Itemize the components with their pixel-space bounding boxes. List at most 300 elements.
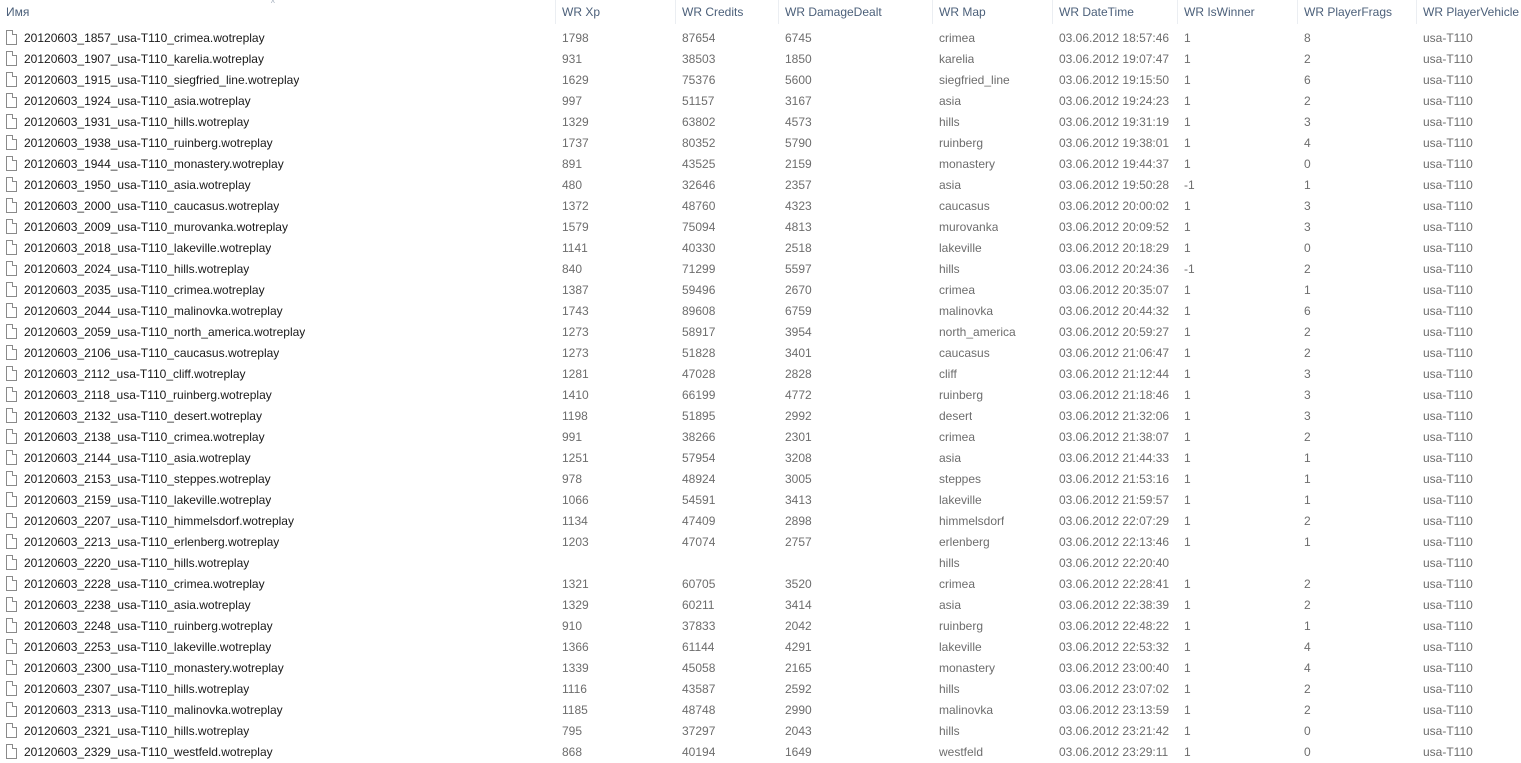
cell-credits: 58917 xyxy=(682,325,716,339)
cell-vehicle: usa-T110 xyxy=(1423,682,1473,696)
column-header-xp-label: WR Xp xyxy=(562,5,601,19)
cell-vehicle: usa-T110 xyxy=(1423,94,1473,108)
cell-name: 20120603_2228_usa-T110_crimea.wotreplay xyxy=(24,577,265,591)
cell-damage: 1850 xyxy=(785,52,812,66)
table-row[interactable] xyxy=(0,301,1521,322)
table-row[interactable] xyxy=(0,658,1521,679)
cell-frags: 1 xyxy=(1304,283,1311,297)
cell-xp: 931 xyxy=(562,52,583,66)
file-icon xyxy=(6,114,17,129)
file-icon xyxy=(6,156,17,171)
file-icon xyxy=(6,177,17,192)
cell-winner: 1 xyxy=(1184,115,1191,129)
cell-name: 20120603_2118_usa-T110_ruinberg.wotreplay xyxy=(24,388,272,402)
cell-frags: 3 xyxy=(1304,220,1311,234)
cell-winner: -1 xyxy=(1184,178,1195,192)
cell-name: 20120603_2307_usa-T110_hills.wotreplay xyxy=(24,682,250,696)
cell-winner: 1 xyxy=(1184,136,1191,150)
cell-winner: 1 xyxy=(1184,94,1191,108)
cell-map: erlenberg xyxy=(939,535,990,549)
table-row[interactable] xyxy=(0,490,1521,511)
cell-damage: 2159 xyxy=(785,157,812,171)
cell-damage: 2042 xyxy=(785,619,812,633)
cell-name: 20120603_1924_usa-T110_asia.wotreplay xyxy=(24,94,251,108)
cell-datetime: 03.06.2012 21:12:44 xyxy=(1059,367,1170,381)
cell-frags: 6 xyxy=(1304,73,1311,87)
cell-datetime: 03.06.2012 22:53:32 xyxy=(1059,640,1170,654)
table-row[interactable] xyxy=(0,322,1521,343)
table-row[interactable] xyxy=(0,28,1521,49)
cell-frags: 8 xyxy=(1304,31,1311,45)
cell-frags: 0 xyxy=(1304,157,1311,171)
cell-vehicle: usa-T110 xyxy=(1423,535,1473,549)
cell-frags: 0 xyxy=(1304,241,1311,255)
file-icon xyxy=(6,492,17,507)
cell-damage: 4573 xyxy=(785,115,812,129)
cell-damage: 3954 xyxy=(785,325,812,339)
table-row[interactable] xyxy=(0,49,1521,70)
cell-name: 20120603_2153_usa-T110_steppes.wotreplay xyxy=(24,472,271,486)
table-row[interactable] xyxy=(0,721,1521,742)
table-row[interactable] xyxy=(0,238,1521,259)
cell-map: himmelsdorf xyxy=(939,514,1005,528)
cell-damage: 3167 xyxy=(785,94,812,108)
column-header-damage-label: WR DamageDealt xyxy=(785,5,882,19)
cell-map: hills xyxy=(939,115,960,129)
cell-vehicle: usa-T110 xyxy=(1423,73,1473,87)
table-row[interactable] xyxy=(0,406,1521,427)
cell-credits: 66199 xyxy=(682,388,716,402)
cell-map: caucasus xyxy=(939,346,990,360)
file-icon xyxy=(6,261,17,276)
cell-credits: 48760 xyxy=(682,199,716,213)
cell-xp: 1743 xyxy=(562,304,589,318)
cell-credits: 71299 xyxy=(682,262,716,276)
cell-datetime: 03.06.2012 22:38:39 xyxy=(1059,598,1170,612)
cell-vehicle: usa-T110 xyxy=(1423,325,1473,339)
cell-xp: 1737 xyxy=(562,136,589,150)
column-header-credits-label: WR Credits xyxy=(682,5,744,19)
column-header-vehicle[interactable] xyxy=(1417,0,1521,24)
cell-winner: 1 xyxy=(1184,472,1191,486)
file-icon xyxy=(6,135,17,150)
cell-datetime: 03.06.2012 19:24:23 xyxy=(1059,94,1170,108)
cell-credits: 40330 xyxy=(682,241,716,255)
file-icon xyxy=(6,534,17,549)
cell-name: 20120603_2132_usa-T110_desert.wotreplay xyxy=(24,409,262,423)
cell-map: steppes xyxy=(939,472,982,486)
cell-damage: 4813 xyxy=(785,220,812,234)
cell-vehicle: usa-T110 xyxy=(1423,577,1473,591)
cell-map: crimea xyxy=(939,283,976,297)
cell-winner: 1 xyxy=(1184,157,1191,171)
cell-xp: 1281 xyxy=(562,367,589,381)
cell-vehicle: usa-T110 xyxy=(1423,451,1473,465)
cell-map: asia xyxy=(939,451,962,465)
table-row[interactable] xyxy=(0,511,1521,532)
cell-xp: 1185 xyxy=(562,703,588,717)
cell-datetime: 03.06.2012 23:00:40 xyxy=(1059,661,1170,675)
cell-vehicle: usa-T110 xyxy=(1423,178,1473,192)
cell-frags: 2 xyxy=(1304,430,1311,444)
cell-xp: 480 xyxy=(562,178,583,192)
file-icon xyxy=(6,555,17,570)
cell-datetime: 03.06.2012 21:32:06 xyxy=(1059,409,1170,423)
cell-xp: 1329 xyxy=(562,598,589,612)
cell-credits: 47028 xyxy=(682,367,716,381)
cell-damage: 3520 xyxy=(785,577,812,591)
cell-name: 20120603_2238_usa-T110_asia.wotreplay xyxy=(24,598,251,612)
cell-map: murovanka xyxy=(939,220,999,234)
cell-name: 20120603_1950_usa-T110_asia.wotreplay xyxy=(24,178,251,192)
cell-frags: 0 xyxy=(1304,724,1311,738)
file-icon xyxy=(6,744,17,759)
cell-winner: 1 xyxy=(1184,514,1191,528)
table-row[interactable] xyxy=(0,469,1521,490)
column-header-damage[interactable] xyxy=(779,0,933,24)
cell-credits: 51828 xyxy=(682,346,716,360)
table-row[interactable] xyxy=(0,427,1521,448)
cell-damage: 2898 xyxy=(785,514,812,528)
cell-winner: 1 xyxy=(1184,304,1191,318)
cell-winner: 1 xyxy=(1184,325,1191,339)
cell-datetime: 03.06.2012 20:24:36 xyxy=(1059,262,1170,276)
cell-credits: 40194 xyxy=(682,745,716,759)
cell-winner: 1 xyxy=(1184,409,1191,423)
cell-vehicle: usa-T110 xyxy=(1423,430,1473,444)
cell-name: 20120603_2329_usa-T110_westfeld.wotreplay xyxy=(24,745,273,759)
table-row[interactable] xyxy=(0,70,1521,91)
cell-frags: 3 xyxy=(1304,115,1311,129)
cell-damage: 3414 xyxy=(785,598,812,612)
cell-credits: 75376 xyxy=(682,73,716,87)
file-icon xyxy=(6,30,17,45)
cell-damage: 2043 xyxy=(785,724,812,738)
cell-damage: 2992 xyxy=(785,409,812,423)
cell-frags: 4 xyxy=(1304,136,1311,150)
cell-map: north_america xyxy=(939,325,1016,339)
table-row[interactable] xyxy=(0,343,1521,364)
column-header-frags[interactable] xyxy=(1298,0,1417,24)
file-icon xyxy=(6,597,17,612)
cell-vehicle: usa-T110 xyxy=(1423,241,1473,255)
table-row[interactable] xyxy=(0,553,1521,574)
cell-datetime: 03.06.2012 19:15:50 xyxy=(1059,73,1170,87)
file-icon xyxy=(6,723,17,738)
column-header-datetime-label: WR DateTime xyxy=(1059,5,1134,19)
table-row[interactable] xyxy=(0,259,1521,280)
cell-datetime: 03.06.2012 20:18:29 xyxy=(1059,241,1170,255)
file-icon xyxy=(6,51,17,66)
cell-damage: 2518 xyxy=(785,241,812,255)
cell-damage: 5600 xyxy=(785,73,812,87)
cell-damage: 4323 xyxy=(785,199,812,213)
cell-damage: 2592 xyxy=(785,682,812,696)
cell-credits: 54591 xyxy=(682,493,716,507)
cell-map: ruinberg xyxy=(939,619,984,633)
cell-vehicle: usa-T110 xyxy=(1423,367,1473,381)
cell-datetime: 03.06.2012 22:20:40 xyxy=(1059,556,1170,570)
cell-name: 20120603_2112_usa-T110_cliff.wotreplay xyxy=(24,367,246,381)
cell-vehicle: usa-T110 xyxy=(1423,346,1473,360)
cell-vehicle: usa-T110 xyxy=(1423,745,1473,759)
table-row[interactable] xyxy=(0,154,1521,175)
cell-winner: 1 xyxy=(1184,661,1191,675)
cell-datetime: 03.06.2012 19:38:01 xyxy=(1059,136,1170,150)
cell-map: karelia xyxy=(939,52,975,66)
cell-xp: 1116 xyxy=(562,682,587,696)
cell-frags: 1 xyxy=(1304,451,1311,465)
cell-name: 20120603_2059_usa-T110_north_america.wotreplay xyxy=(24,325,306,339)
file-icon xyxy=(6,618,17,633)
cell-vehicle: usa-T110 xyxy=(1423,598,1473,612)
cell-damage: 3005 xyxy=(785,472,812,486)
table-row[interactable] xyxy=(0,532,1521,553)
cell-frags: 4 xyxy=(1304,661,1311,675)
cell-map: asia xyxy=(939,598,962,612)
cell-winner: 1 xyxy=(1184,682,1191,696)
cell-xp: 868 xyxy=(562,745,583,759)
cell-winner: 1 xyxy=(1184,199,1191,213)
cell-name: 20120603_1931_usa-T110_hills.wotreplay xyxy=(24,115,250,129)
table-row[interactable] xyxy=(0,385,1521,406)
table-row[interactable] xyxy=(0,448,1521,469)
cell-frags: 6 xyxy=(1304,304,1311,318)
cell-vehicle: usa-T110 xyxy=(1423,304,1473,318)
cell-damage: 5597 xyxy=(785,262,812,276)
cell-credits: 47409 xyxy=(682,514,716,528)
cell-map: crimea xyxy=(939,31,976,45)
column-header-winner[interactable] xyxy=(1178,0,1298,24)
cell-credits: 47074 xyxy=(682,535,716,549)
table-row[interactable] xyxy=(0,595,1521,616)
cell-xp: 1141 xyxy=(562,241,588,255)
file-icon xyxy=(6,702,17,717)
cell-datetime: 03.06.2012 21:53:16 xyxy=(1059,472,1170,486)
cell-datetime: 03.06.2012 21:44:33 xyxy=(1059,451,1170,465)
cell-winner: 1 xyxy=(1184,703,1191,717)
cell-name: 20120603_1915_usa-T110_siegfried_line.wotreplay xyxy=(24,73,300,87)
cell-frags: 3 xyxy=(1304,388,1311,402)
cell-vehicle: usa-T110 xyxy=(1423,619,1473,633)
cell-xp: 1273 xyxy=(562,346,589,360)
table-row[interactable] xyxy=(0,679,1521,700)
cell-damage: 3413 xyxy=(785,493,812,507)
table-row[interactable] xyxy=(0,175,1521,196)
cell-winner: 1 xyxy=(1184,220,1191,234)
table-row[interactable] xyxy=(0,574,1521,595)
cell-credits: 38503 xyxy=(682,52,716,66)
cell-vehicle: usa-T110 xyxy=(1423,52,1473,66)
column-header-frags-label: WR PlayerFrags xyxy=(1304,5,1393,19)
table-row[interactable] xyxy=(0,217,1521,238)
cell-xp: 997 xyxy=(562,94,583,108)
cell-xp: 1251 xyxy=(562,451,589,465)
cell-name: 20120603_1938_usa-T110_ruinberg.wotreplay xyxy=(24,136,273,150)
cell-map: crimea xyxy=(939,577,976,591)
cell-xp: 840 xyxy=(562,262,583,276)
cell-damage: 2357 xyxy=(785,178,812,192)
cell-map: monastery xyxy=(939,157,996,171)
cell-map: cliff xyxy=(939,367,957,381)
cell-xp: 1798 xyxy=(562,31,589,45)
file-icon xyxy=(6,660,17,675)
cell-damage: 3401 xyxy=(785,346,812,360)
cell-datetime: 03.06.2012 20:00:02 xyxy=(1059,199,1170,213)
cell-vehicle: usa-T110 xyxy=(1423,31,1473,45)
file-icon xyxy=(6,219,17,234)
cell-vehicle: usa-T110 xyxy=(1423,409,1473,423)
cell-name: 20120603_2220_usa-T110_hills.wotreplay xyxy=(24,556,250,570)
cell-xp: 1629 xyxy=(562,73,589,87)
cell-winner: 1 xyxy=(1184,73,1191,87)
cell-name: 20120603_2321_usa-T110_hills.wotreplay xyxy=(24,724,250,738)
cell-xp: 910 xyxy=(562,619,583,633)
cell-datetime: 03.06.2012 19:44:37 xyxy=(1059,157,1170,171)
cell-name: 20120603_2138_usa-T110_crimea.wotreplay xyxy=(24,430,265,444)
table-row[interactable] xyxy=(0,112,1521,133)
cell-map: siegfried_line xyxy=(939,73,1010,87)
cell-frags: 1 xyxy=(1304,535,1311,549)
cell-damage: 3208 xyxy=(785,451,812,465)
cell-damage: 2670 xyxy=(785,283,812,297)
cell-winner: 1 xyxy=(1184,724,1191,738)
cell-datetime: 03.06.2012 18:57:46 xyxy=(1059,31,1170,45)
cell-datetime: 03.06.2012 19:50:28 xyxy=(1059,178,1170,192)
cell-damage: 4291 xyxy=(785,640,812,654)
cell-xp: 991 xyxy=(562,430,583,444)
cell-xp: 1372 xyxy=(562,199,589,213)
file-icon xyxy=(6,450,17,465)
cell-vehicle: usa-T110 xyxy=(1423,136,1473,150)
cell-frags: 3 xyxy=(1304,409,1311,423)
cell-vehicle: usa-T110 xyxy=(1423,199,1473,213)
cell-name: 20120603_2044_usa-T110_malinovka.wotreplay xyxy=(24,304,283,318)
column-header-credits[interactable] xyxy=(676,0,779,24)
cell-frags: 1 xyxy=(1304,178,1311,192)
table-row[interactable] xyxy=(0,637,1521,658)
cell-datetime: 03.06.2012 22:07:29 xyxy=(1059,514,1170,528)
cell-credits: 32646 xyxy=(682,178,716,192)
cell-frags: 2 xyxy=(1304,682,1311,696)
cell-vehicle: usa-T110 xyxy=(1423,640,1473,654)
column-header-xp[interactable] xyxy=(556,0,676,24)
cell-damage: 2990 xyxy=(785,703,812,717)
cell-winner: 1 xyxy=(1184,598,1191,612)
cell-xp: 1387 xyxy=(562,283,589,297)
cell-credits: 57954 xyxy=(682,451,716,465)
cell-name: 20120603_2248_usa-T110_ruinberg.wotreplay xyxy=(24,619,273,633)
cell-xp: 1321 xyxy=(562,577,589,591)
cell-datetime: 03.06.2012 22:48:22 xyxy=(1059,619,1170,633)
cell-datetime: 03.06.2012 20:59:27 xyxy=(1059,325,1170,339)
cell-datetime: 03.06.2012 20:44:32 xyxy=(1059,304,1170,318)
table-row[interactable] xyxy=(0,616,1521,637)
table-row[interactable] xyxy=(0,364,1521,385)
table-row[interactable] xyxy=(0,133,1521,154)
cell-vehicle: usa-T110 xyxy=(1423,220,1473,234)
cell-name: 20120603_2018_usa-T110_lakeville.wotreplay xyxy=(24,241,272,255)
cell-xp: 1366 xyxy=(562,640,589,654)
file-icon xyxy=(6,282,17,297)
cell-datetime: 03.06.2012 19:07:47 xyxy=(1059,52,1170,66)
cell-damage: 4772 xyxy=(785,388,812,402)
cell-frags: 2 xyxy=(1304,703,1311,717)
cell-frags: 3 xyxy=(1304,199,1311,213)
cell-winner: 1 xyxy=(1184,31,1191,45)
cell-datetime: 03.06.2012 23:29:11 xyxy=(1059,745,1169,759)
cell-xp: 1198 xyxy=(562,409,588,423)
cell-damage: 6745 xyxy=(785,31,812,45)
file-icon xyxy=(6,303,17,318)
cell-frags: 1 xyxy=(1304,472,1311,486)
cell-xp: 1134 xyxy=(562,514,588,528)
cell-name: 20120603_2313_usa-T110_malinovka.wotreplay xyxy=(24,703,283,717)
cell-winner: 1 xyxy=(1184,493,1191,507)
cell-credits: 37833 xyxy=(682,619,716,633)
cell-datetime: 03.06.2012 23:07:02 xyxy=(1059,682,1170,696)
file-icon xyxy=(6,198,17,213)
table-row[interactable] xyxy=(0,196,1521,217)
cell-xp: 1339 xyxy=(562,661,589,675)
table-row[interactable] xyxy=(0,742,1521,763)
file-list xyxy=(0,28,1521,763)
cell-credits: 80352 xyxy=(682,136,716,150)
cell-winner: 1 xyxy=(1184,535,1191,549)
cell-frags: 2 xyxy=(1304,346,1311,360)
cell-vehicle: usa-T110 xyxy=(1423,493,1473,507)
file-icon xyxy=(6,240,17,255)
table-row[interactable] xyxy=(0,280,1521,301)
column-header-datetime[interactable] xyxy=(1053,0,1178,24)
cell-vehicle: usa-T110 xyxy=(1423,703,1473,717)
cell-frags: 1 xyxy=(1304,619,1311,633)
cell-credits: 61144 xyxy=(682,640,715,654)
cell-datetime: 03.06.2012 20:35:07 xyxy=(1059,283,1170,297)
sort-ascending-icon: ^ xyxy=(271,0,275,8)
column-header-name[interactable] xyxy=(0,0,556,24)
cell-winner: 1 xyxy=(1184,346,1191,360)
cell-xp: 978 xyxy=(562,472,583,486)
cell-name: 20120603_2024_usa-T110_hills.wotreplay xyxy=(24,262,250,276)
cell-datetime: 03.06.2012 22:28:41 xyxy=(1059,577,1170,591)
cell-credits: 38266 xyxy=(682,430,716,444)
cell-frags: 2 xyxy=(1304,325,1311,339)
cell-winner: 1 xyxy=(1184,745,1191,759)
cell-name: 20120603_1857_usa-T110_crimea.wotreplay xyxy=(24,31,265,45)
cell-winner: 1 xyxy=(1184,283,1191,297)
cell-xp: 1579 xyxy=(562,220,589,234)
cell-name: 20120603_2213_usa-T110_erlenberg.wotreplay xyxy=(24,535,280,549)
cell-vehicle: usa-T110 xyxy=(1423,472,1473,486)
table-row[interactable] xyxy=(0,700,1521,721)
cell-datetime: 03.06.2012 21:06:47 xyxy=(1059,346,1170,360)
cell-datetime: 03.06.2012 23:13:59 xyxy=(1059,703,1170,717)
cell-name: 20120603_2159_usa-T110_lakeville.wotreplay xyxy=(24,493,272,507)
column-header-map[interactable] xyxy=(933,0,1053,24)
cell-frags: 0 xyxy=(1304,745,1311,759)
cell-vehicle: usa-T110 xyxy=(1423,514,1473,528)
cell-name: 20120603_1944_usa-T110_monastery.wotreplay xyxy=(24,157,284,171)
file-icon xyxy=(6,408,17,423)
cell-frags: 2 xyxy=(1304,598,1311,612)
cell-winner: 1 xyxy=(1184,388,1191,402)
cell-winner: 1 xyxy=(1184,367,1191,381)
cell-vehicle: usa-T110 xyxy=(1423,388,1473,402)
column-header-name-label: Имя xyxy=(6,5,30,19)
cell-map: westfeld xyxy=(939,745,984,759)
table-row[interactable] xyxy=(0,91,1521,112)
